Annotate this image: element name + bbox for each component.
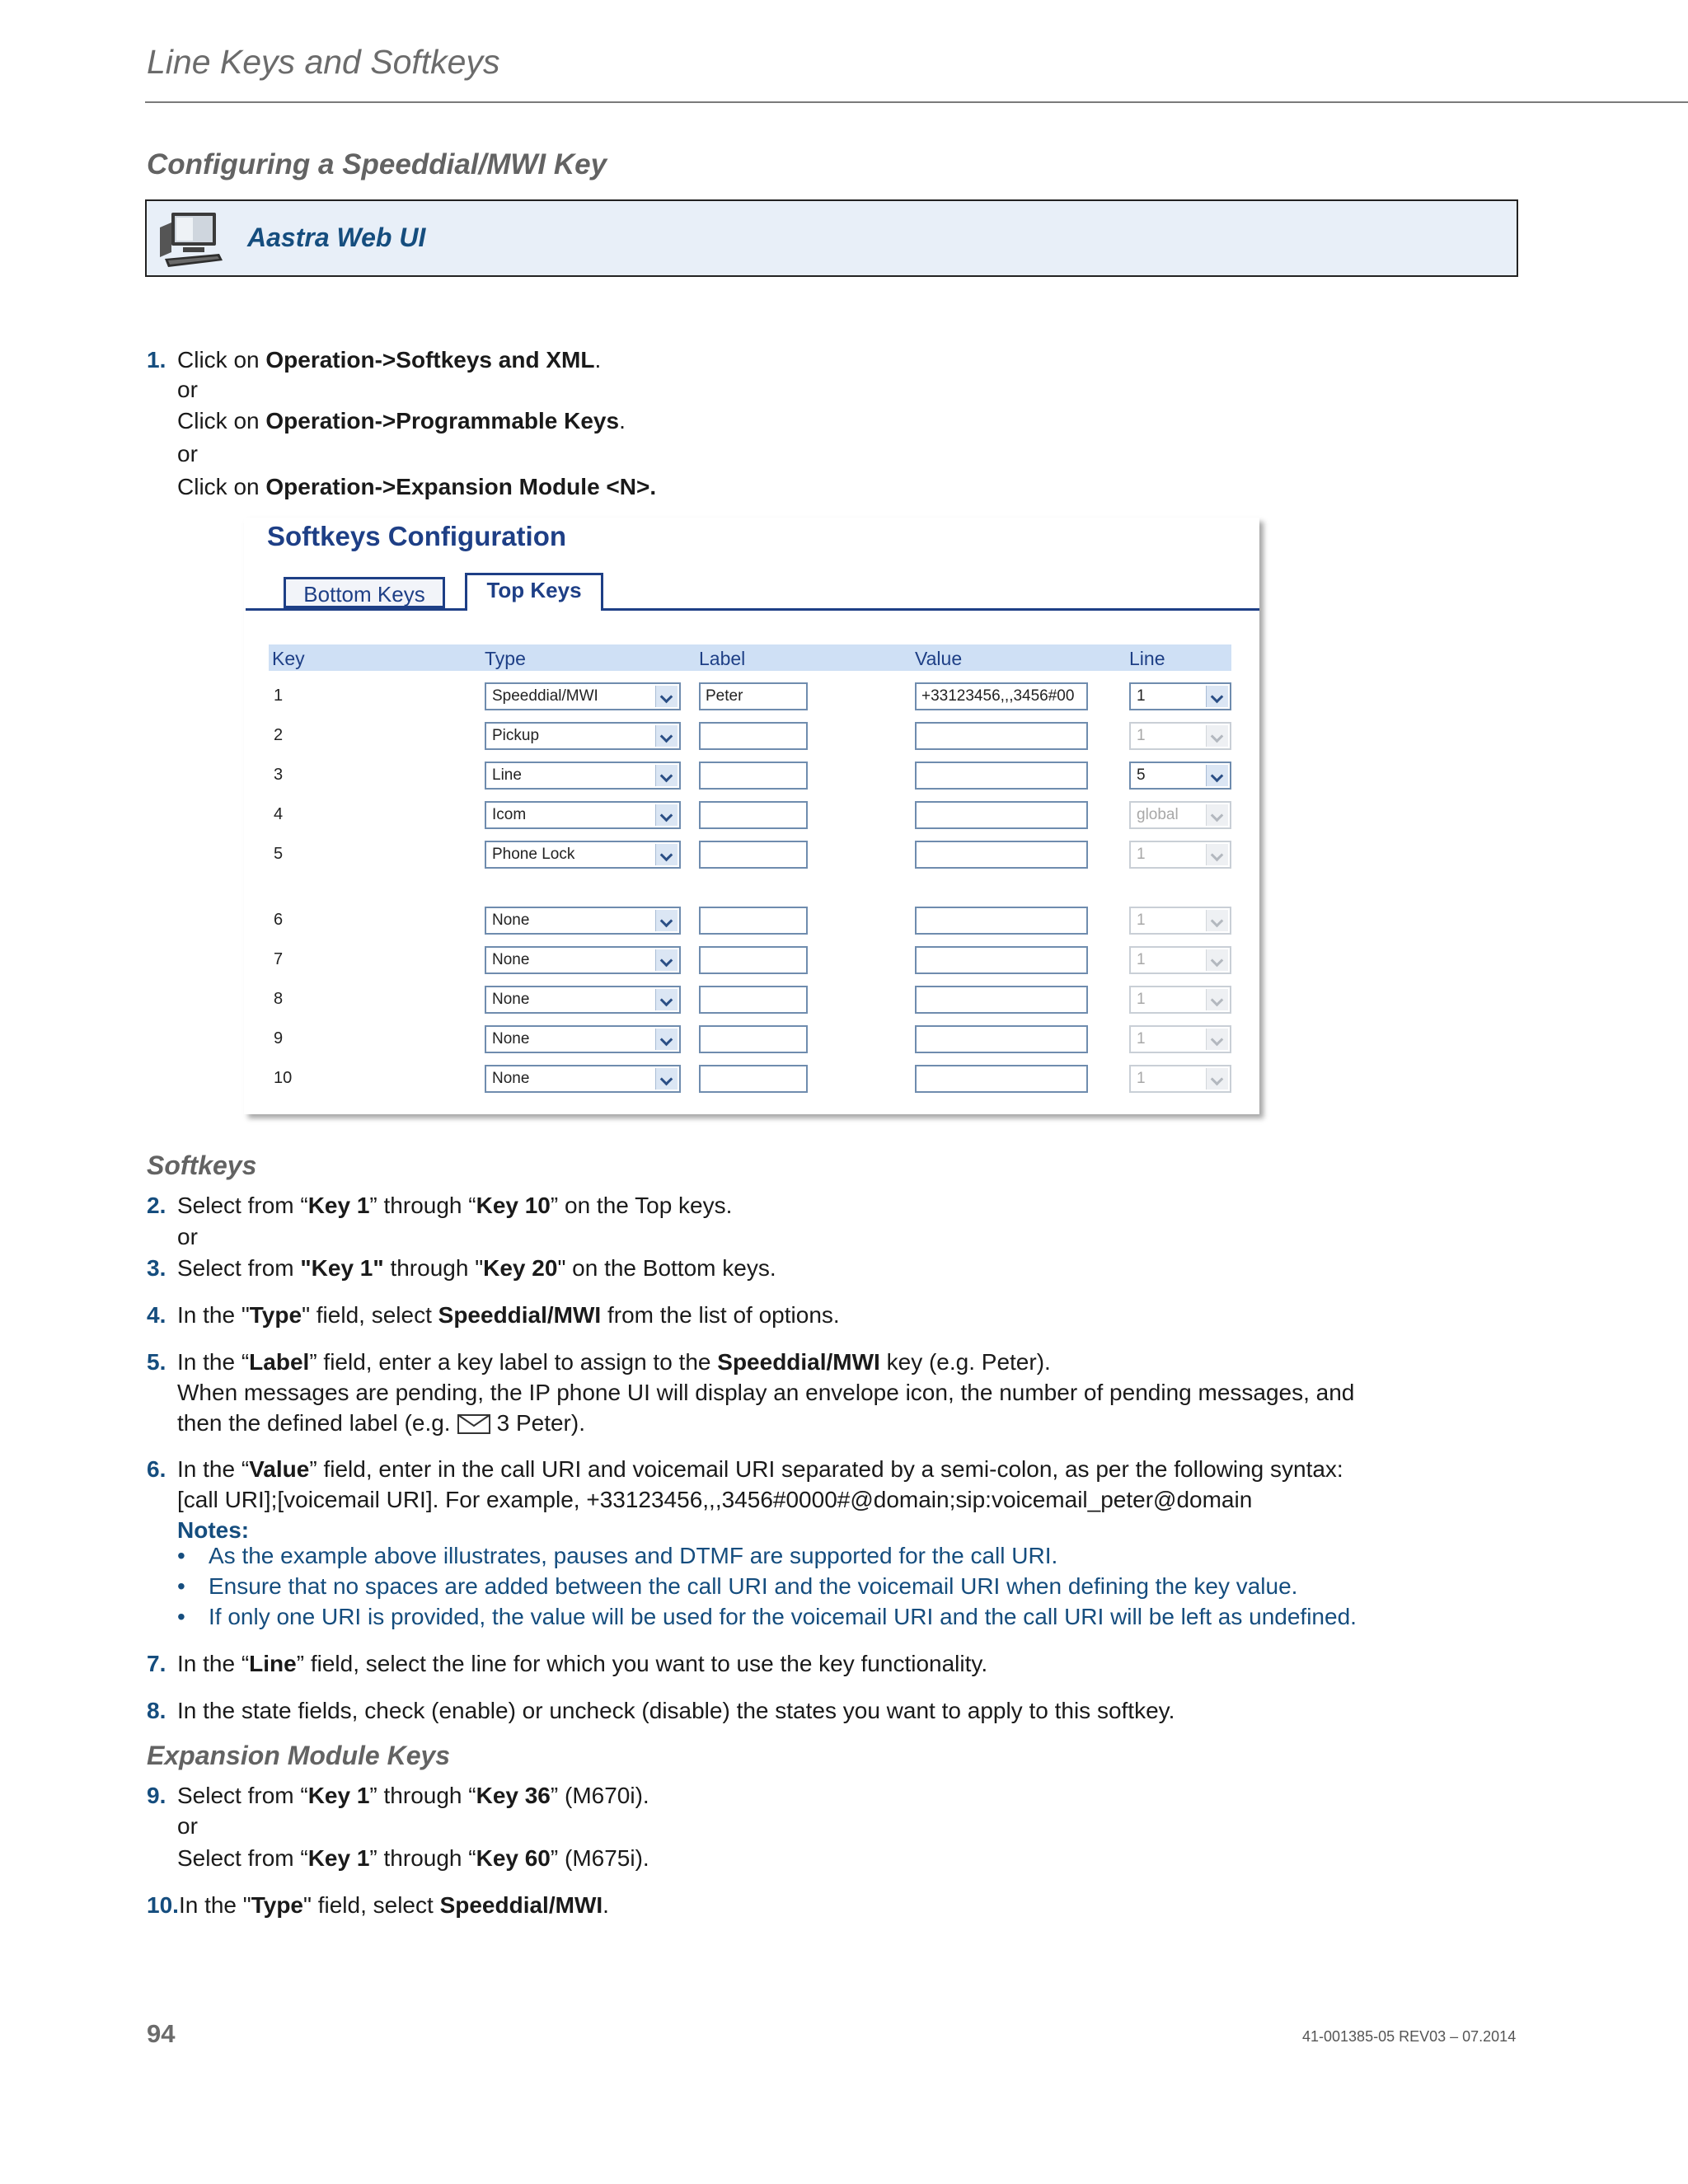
line-select-value: 1 [1137,951,1146,968]
step-text: key (e.g. Peter). [879,1349,1051,1375]
web-ui-label: Aastra Web UI [247,223,426,252]
menu-path: Operation->Softkeys and XML [265,347,595,373]
chevron-down-icon[interactable] [655,949,678,971]
line-select[interactable] [1129,682,1231,710]
table-header [269,644,1231,671]
step-text: " field, select [303,1892,440,1918]
type-select-value: Icom [492,806,527,823]
column-header-value: Value [915,648,963,669]
key-number: 2 [274,726,284,744]
line-select [1129,841,1231,869]
label-input[interactable] [699,722,808,750]
type-select-value: Speeddial/MWI [492,687,598,705]
step-7 [147,1648,987,1679]
key-number: 3 [274,766,284,784]
step-number: 3. [147,1255,166,1281]
step-1-line-3 [177,471,656,502]
line-select [1129,986,1231,1014]
label-input[interactable] [699,1065,808,1093]
type-select[interactable] [485,946,681,974]
step-bold: Type [251,1892,303,1918]
step-5-line-2: When messages are pending, the IP phone UI will display an envelope icon, the number of pending messages, and [177,1380,1355,1405]
step-text: In the “ [177,1349,250,1375]
note-item [177,1571,1297,1601]
step-text: In the " [177,1302,250,1328]
type-select[interactable] [485,801,681,829]
web-ui-banner [145,199,1518,277]
value-input[interactable] [915,986,1088,1014]
step-text: ” through “ [369,1783,476,1808]
type-select[interactable] [485,907,681,935]
line-select-value: 1 [1137,727,1146,744]
label-input[interactable] [699,1025,808,1053]
step-text: ” through “ [369,1193,476,1218]
type-select[interactable] [485,1065,681,1093]
key-number: 8 [274,990,284,1008]
type-select[interactable] [485,841,681,869]
page-number: 94 [147,2019,176,2048]
step-text: then the defined label (e.g. [177,1410,451,1436]
step-bold: Value [249,1456,310,1482]
type-select-value: None [492,991,530,1008]
document-id: 41-001385-05 REV03 – 07.2014 [1302,2028,1517,2045]
step-text: 3 Peter). [496,1410,585,1436]
line-select [1129,801,1231,829]
step-8 [147,1695,1175,1726]
step-text: Click on [177,347,266,373]
step-bold: Speeddial/MWI [717,1349,880,1375]
step-text: Select from [177,1255,301,1281]
step-number: 2. [147,1193,166,1218]
column-header-line: Line [1129,648,1165,669]
chevron-down-icon[interactable] [655,910,678,931]
step-number: 4. [147,1302,166,1328]
tab-bottom-keys[interactable]: Bottom Keys [284,577,445,608]
line-select [1129,946,1231,974]
step-text: ” on the Top keys. [550,1193,733,1218]
chevron-down-icon[interactable] [655,1068,678,1090]
chevron-down-icon[interactable] [655,989,678,1010]
step-10 [147,1890,609,1920]
step-2 [147,1190,732,1221]
line-select-value: 1 [1137,1030,1146,1047]
step-6 [147,1454,1343,1484]
key-number: 1 [274,687,284,705]
chevron-down-icon [1206,989,1228,1010]
chevron-down-icon [1206,949,1228,971]
chevron-down-icon [1206,725,1228,747]
value-input[interactable] [915,1065,1088,1093]
expansion-module-heading: Expansion Module Keys [147,1741,451,1770]
value-input[interactable] [915,907,1088,935]
step-number: 9. [147,1783,166,1808]
chevron-down-icon[interactable] [655,844,678,865]
step-bold: Speeddial/MWI [438,1302,602,1328]
menu-path: Operation->Programmable Keys [265,408,620,434]
softkeys-heading: Softkeys [147,1151,257,1180]
line-select[interactable] [1129,762,1231,790]
column-header-label: Label [699,648,746,669]
softkeys-configuration-screenshot [244,518,1259,1114]
step-text: In the " [178,1892,251,1918]
step-text: ” field, enter in the call URI and voicemail URI separated by a semi-colon, as per the following syntax: [309,1456,1343,1482]
step-bold: Key 20 [483,1255,558,1281]
step-1 [147,344,601,375]
or-text: or [177,377,198,402]
value-input[interactable] [915,722,1088,750]
step-text: through " [383,1255,484,1281]
key-number: 7 [274,950,284,968]
type-select-value: None [492,1070,530,1087]
step-bold: Key 1 [307,1845,370,1871]
line-select [1129,1025,1231,1053]
bullet-icon: • [177,1573,185,1599]
label-input[interactable] [699,762,808,790]
type-select[interactable] [485,986,681,1014]
chevron-down-icon[interactable] [1206,765,1228,786]
step-bold: Key 36 [476,1783,551,1808]
or-text: or [177,441,198,466]
chevron-down-icon[interactable] [655,765,678,786]
section-title: Configuring a Speeddial/MWI Key [147,148,607,180]
note-text: As the example above illustrates, pauses and DTMF are supported for the call URI. [209,1543,1058,1568]
step-text: In the state fields, check (enable) or uncheck (disable) the states you want to apply to this softkey. [177,1698,1175,1723]
tab-top-keys[interactable]: Top Keys [465,573,603,611]
step-text: Select from “ [177,1193,308,1218]
line-select [1129,1065,1231,1093]
value-input[interactable]: +33123456,,,3456#00 [915,682,1088,710]
step-text: Click on [177,408,266,434]
step-bold: Key 10 [476,1193,551,1218]
chevron-down-icon[interactable] [655,804,678,826]
line-select [1129,722,1231,750]
step-bold: Key 1 [307,1193,370,1218]
bullet-icon: • [177,1604,185,1629]
header-rule [145,101,1688,103]
value-input[interactable] [915,841,1088,869]
chevron-down-icon[interactable] [655,1029,678,1050]
chevron-down-icon [1206,844,1228,865]
key-number: 6 [274,911,284,929]
type-select[interactable] [485,682,681,710]
chevron-down-icon[interactable] [655,686,678,707]
chevron-down-icon [1206,910,1228,931]
line-select-value: 5 [1137,766,1146,784]
chevron-down-icon[interactable] [655,725,678,747]
step-5-line-3 [177,1408,585,1438]
value-input[interactable] [915,801,1088,829]
column-header-key: Key [272,648,305,669]
notes-heading: Notes: [177,1517,250,1543]
step-3 [147,1253,776,1283]
label-input[interactable] [699,841,808,869]
step-text: ” field, select the line for which you want to use the key functionality. [296,1651,988,1676]
step-text: . [603,1892,609,1918]
type-select[interactable] [485,1025,681,1053]
step-number: 7. [147,1651,166,1676]
type-select-value: None [492,951,530,968]
type-select[interactable] [485,762,681,790]
note-item [177,1540,1057,1571]
step-text: " on the Bottom keys. [557,1255,776,1281]
type-select[interactable] [485,722,681,750]
label-input[interactable] [699,907,808,935]
chevron-down-icon [1206,804,1228,826]
step-text: ” through “ [369,1845,476,1871]
type-select-value: None [492,1030,530,1047]
step-text: Select from “ [177,1783,308,1808]
step-text: ” (M675i). [550,1845,649,1871]
step-number: 10. [147,1892,179,1918]
menu-path: Operation->Expansion Module <N>. [265,474,657,499]
step-text: Click on [177,474,266,499]
envelope-icon [457,1414,490,1434]
running-header: Line Keys and Softkeys [147,43,500,81]
label-input[interactable] [699,946,808,974]
step-text: Select from “ [177,1845,308,1871]
step-text: ” field, enter a key label to assign to the [309,1349,718,1375]
step-text: . [619,408,626,434]
line-select-value: 1 [1137,1070,1146,1087]
line-select-value: 1 [1137,846,1146,863]
note-text: If only one URI is provided, the value will be used for the voicemail URI and the call URI will be left as undefined. [209,1604,1357,1629]
note-item [177,1601,1357,1632]
value-input[interactable] [915,1025,1088,1053]
value-input[interactable] [915,946,1088,974]
line-select [1129,907,1231,935]
label-input[interactable] [699,986,808,1014]
key-number: 9 [274,1029,284,1047]
step-number: 8. [147,1698,166,1723]
label-input[interactable]: Peter [699,682,808,710]
bullet-icon: • [177,1543,185,1568]
line-select-value: global [1137,806,1179,823]
value-input[interactable] [915,762,1088,790]
key-number: 10 [274,1069,293,1087]
step-number: 5. [147,1349,166,1375]
step-bold: Key 1 [307,1783,370,1808]
step-bold: Type [249,1302,302,1328]
line-select-value: 1 [1137,991,1146,1008]
line-select-value: 1 [1137,912,1146,929]
step-bold: Key 60 [476,1845,551,1871]
step-text: In the “ [177,1456,250,1482]
key-number: 5 [274,845,284,863]
step-9-line-3 [177,1843,649,1873]
note-text: Ensure that no spaces are added between the call URI and the voicemail URI when defining the key value. [209,1573,1298,1599]
type-select-value: None [492,912,530,929]
step-text: . [594,347,602,373]
softkeys-config-title: Softkeys Configuration [267,521,567,551]
step-4 [147,1300,840,1330]
step-text: In the “ [177,1651,250,1676]
type-select-value: Phone Lock [492,846,575,863]
step-number: 6. [147,1456,166,1482]
chevron-down-icon [1206,1029,1228,1050]
step-6-line-2: [call URI];[voicemail URI]. For example, +33123456,,,3456#0000#@domain;sip:voicemail_peter@domain [177,1487,1253,1512]
step-text: " field, select [302,1302,438,1328]
line-select-value: 1 [1137,687,1146,705]
step-bold: Label [249,1349,310,1375]
step-bold: "Key 1" [300,1255,384,1281]
type-select-value: Line [492,766,522,784]
chevron-down-icon[interactable] [1206,686,1228,707]
or-text: or [177,1224,198,1249]
or-text: or [177,1813,198,1839]
step-1-line-2 [177,405,626,436]
key-number: 4 [274,805,284,823]
column-header-type: Type [485,648,526,669]
chevron-down-icon [1206,1068,1228,1090]
step-5 [147,1347,1051,1377]
step-number: 1. [147,347,166,373]
step-text: ” (M670i). [550,1783,649,1808]
step-text: from the list of options. [601,1302,840,1328]
step-bold: Speeddial/MWI [439,1892,603,1918]
type-select-value: Pickup [492,727,540,744]
step-9 [147,1780,649,1811]
computer-icon [158,211,226,269]
step-bold: Line [249,1651,297,1676]
label-input[interactable] [699,801,808,829]
